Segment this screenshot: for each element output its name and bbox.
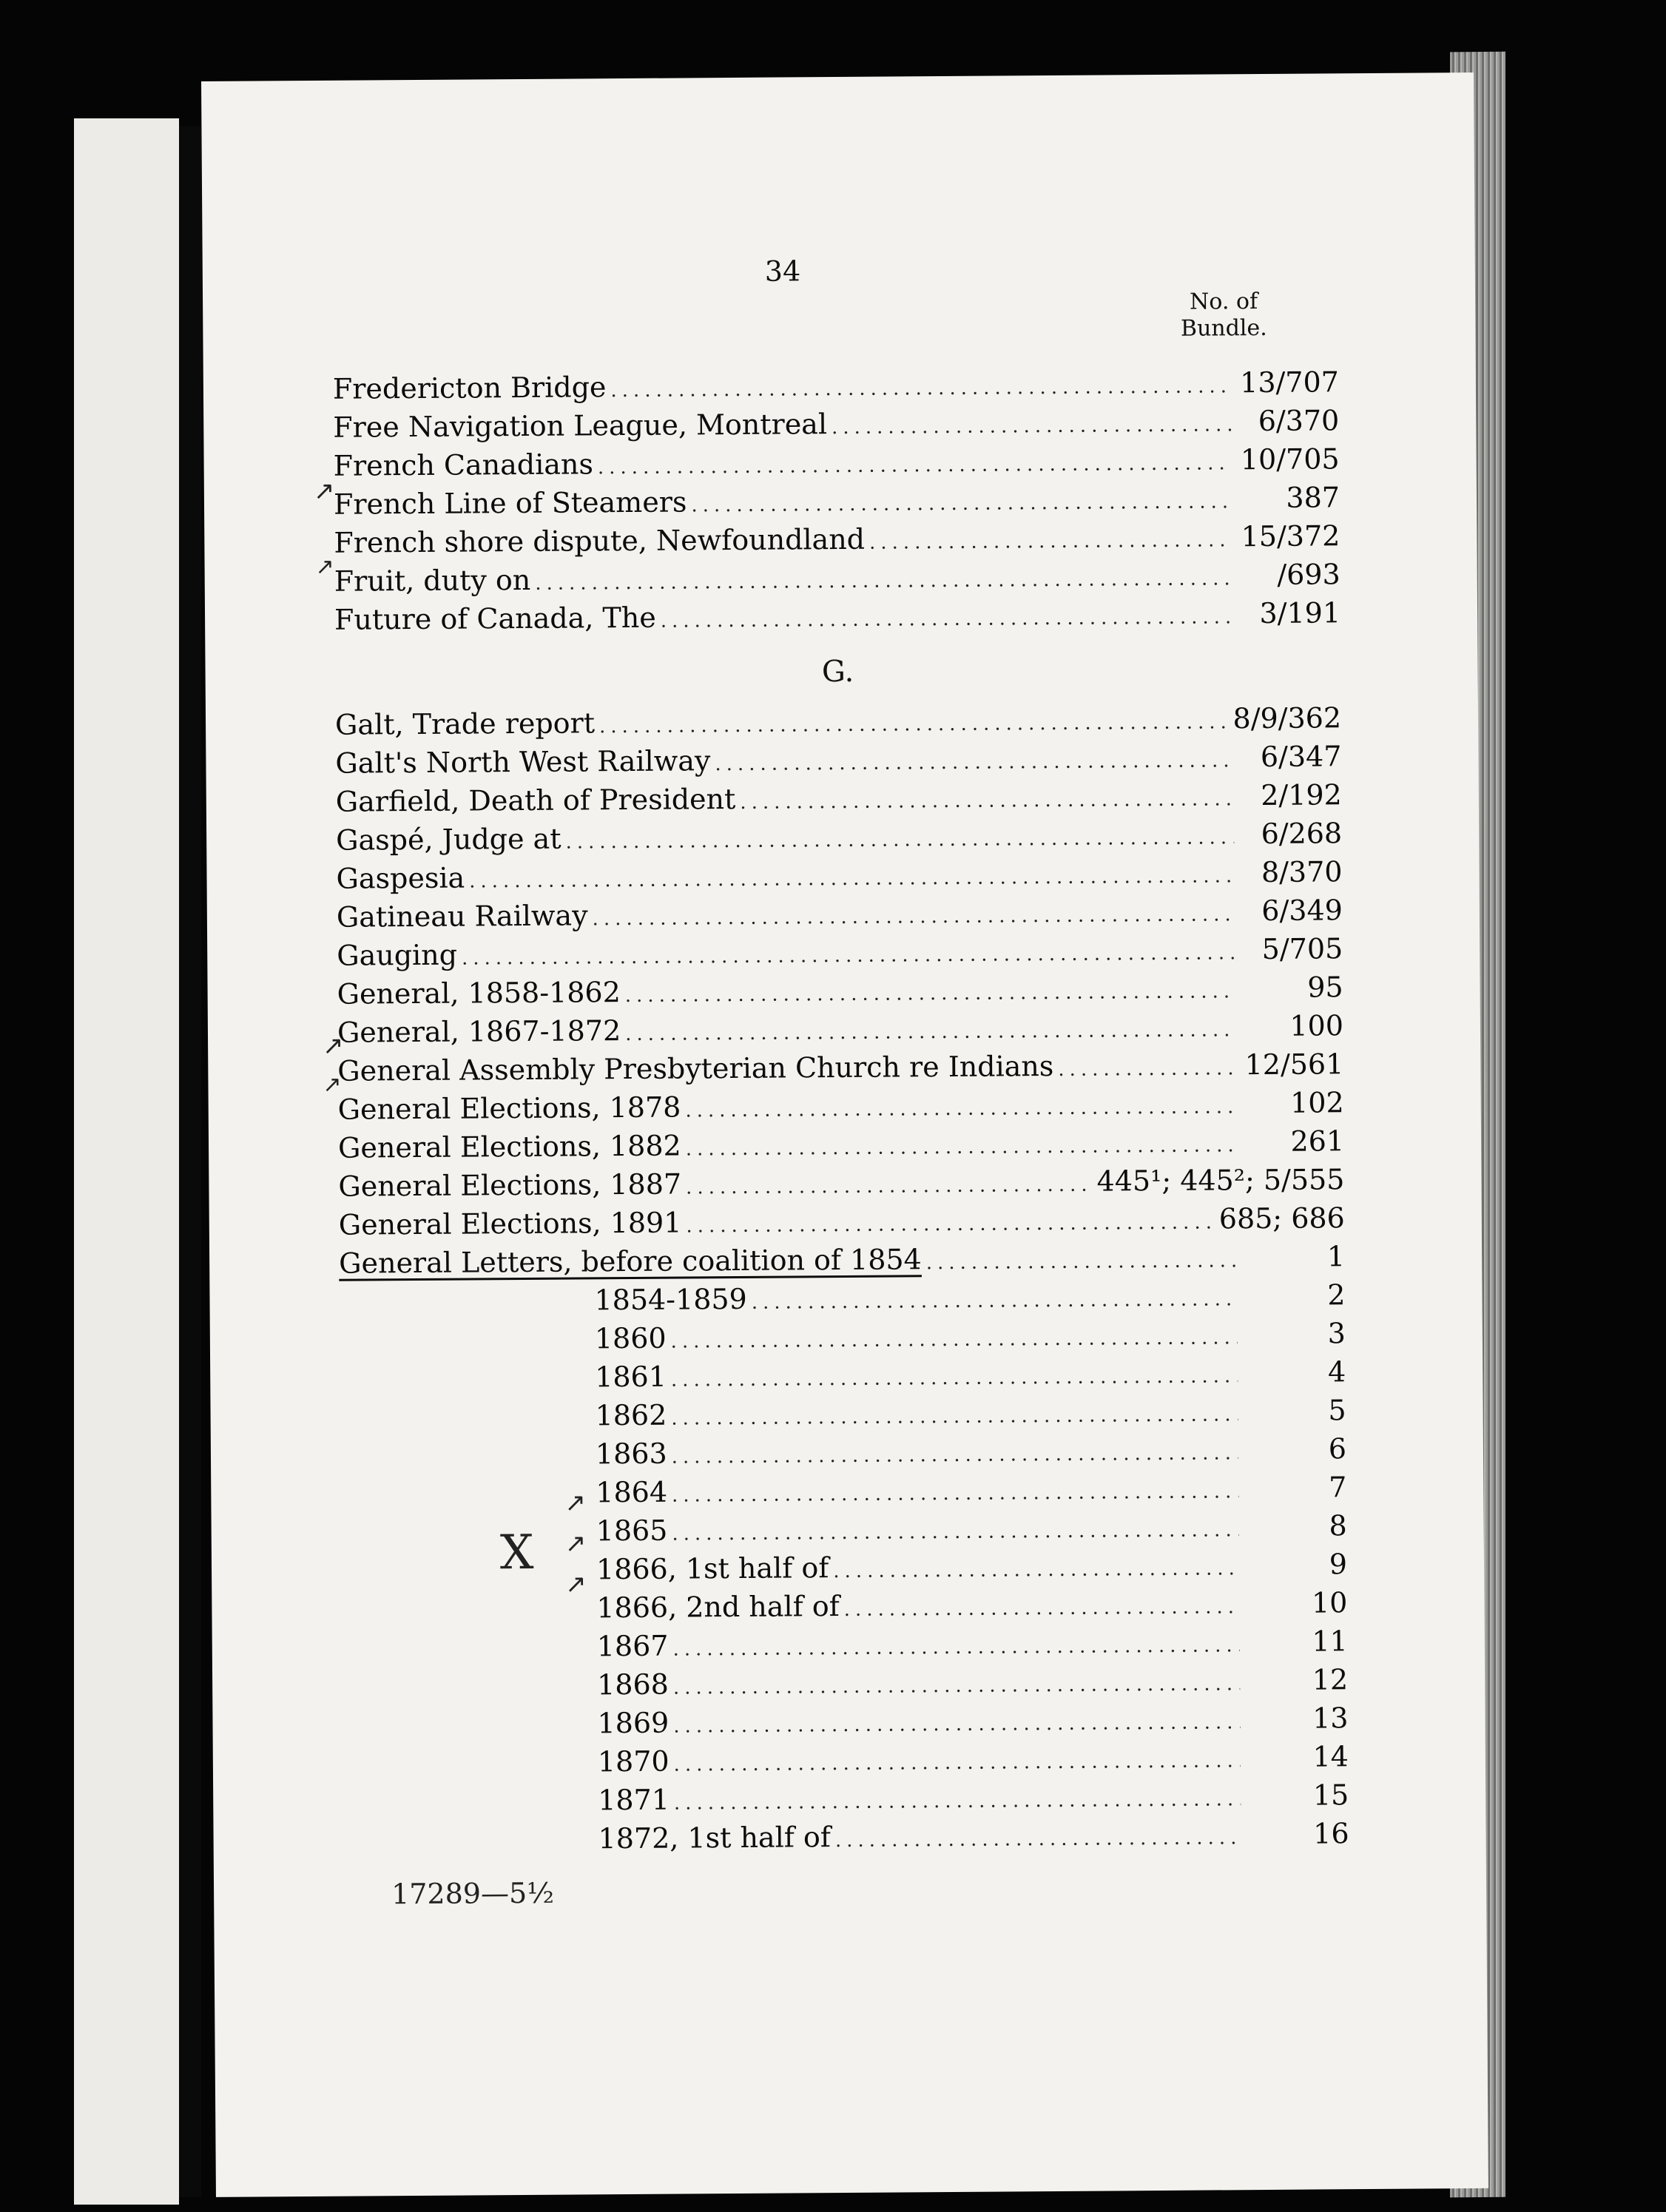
- index-entry: [333, 442, 1339, 488]
- leader-dots: [672, 1442, 1238, 1468]
- entry-label: 1867: [596, 1629, 669, 1663]
- sub-entry: [341, 1548, 1347, 1593]
- entry-label: 1860: [594, 1321, 667, 1355]
- bundle-number: 12: [1312, 1663, 1349, 1696]
- index-entry: [338, 1086, 1344, 1131]
- leader-dots: [1058, 1057, 1235, 1081]
- bundle-number: 6/349: [1261, 894, 1343, 928]
- entry-label: French Line of Steamers: [333, 485, 687, 521]
- bundle-number: 261: [1290, 1124, 1345, 1158]
- column-header-line1: No. of: [1189, 289, 1258, 315]
- bundle-number: 13/707: [1240, 365, 1340, 399]
- index-entry: [337, 971, 1343, 1016]
- leader-dots: [686, 1174, 1093, 1199]
- entry-label: 1870: [597, 1744, 670, 1778]
- entry-label: Galt's North West Railway: [335, 744, 711, 780]
- index-entry: [338, 1124, 1344, 1170]
- entry-label: Garfield, Death of President: [335, 782, 736, 818]
- entry-label: 1872, 1st half of: [598, 1821, 832, 1855]
- sub-entry: [340, 1317, 1346, 1362]
- entry-label: General Assembly Presbyterian Church re Indians: [337, 1049, 1054, 1088]
- bundle-number: 2: [1327, 1278, 1346, 1312]
- entry-label: Free Navigation League, Montreal: [333, 408, 828, 444]
- entry-label: 1862: [595, 1398, 667, 1432]
- entry-label: Fruit, duty on: [334, 563, 531, 598]
- leader-dots: [685, 1096, 1236, 1122]
- leader-dots: [844, 1596, 1240, 1621]
- sub-entry: [340, 1394, 1346, 1439]
- entry-label: General, 1858-1862: [337, 976, 621, 1011]
- bundle-number: 1: [1326, 1240, 1346, 1273]
- entry-label: Future of Canada, The: [334, 601, 656, 636]
- entry-label: 1866, 1st half of: [596, 1551, 829, 1586]
- leader-dots: [832, 414, 1231, 439]
- entry-label: 1861: [595, 1360, 667, 1394]
- leader-dots: [625, 1019, 1235, 1045]
- entry-label: 1865: [596, 1514, 668, 1548]
- leader-dots: [599, 711, 1229, 738]
- bundle-number: 14: [1312, 1740, 1349, 1773]
- bundle-number: 95: [1307, 971, 1343, 1004]
- leader-dots: [672, 1480, 1238, 1506]
- leader-dots: [673, 1673, 1240, 1699]
- leader-dots: [462, 942, 1235, 969]
- entry-label: 1868: [596, 1668, 670, 1702]
- sub-entry: [343, 1740, 1349, 1785]
- bundle-number: 15: [1312, 1778, 1349, 1812]
- index-entry: [337, 894, 1343, 939]
- sub-entry: [342, 1702, 1348, 1747]
- index-entry: [334, 481, 1340, 526]
- leader-dots: [661, 606, 1233, 632]
- index-entry: [337, 932, 1343, 977]
- index-entry: [337, 1048, 1343, 1093]
- bundle-number: 6/347: [1260, 740, 1342, 774]
- bundle-number: 10/705: [1240, 442, 1340, 476]
- entry-label: General Elections, 1891: [338, 1206, 682, 1241]
- leader-dots: [673, 1711, 1240, 1737]
- leader-dots: [565, 826, 1234, 853]
- entry-label: General Letters, before coalition of 1854: [339, 1243, 922, 1280]
- entry-label: French Canadians: [333, 448, 594, 482]
- index-entries: [333, 365, 1349, 1862]
- handwritten-cross-mark: X: [499, 1525, 534, 1581]
- bundle-number: 11: [1312, 1625, 1348, 1658]
- book-page: [201, 73, 1488, 2197]
- column-header: [1157, 289, 1290, 343]
- bundle-number: 8/370: [1261, 855, 1343, 889]
- bundle-number: 387: [1286, 481, 1340, 514]
- index-entry: [335, 701, 1341, 746]
- leader-dots: [674, 1788, 1241, 1814]
- index-entry: [337, 1009, 1343, 1054]
- leader-dots: [833, 1557, 1239, 1582]
- leader-dots: [672, 1634, 1239, 1660]
- entry-label: Gaspé, Judge at: [336, 822, 561, 857]
- sub-entry: [340, 1432, 1346, 1477]
- entry-label: 1863: [595, 1437, 667, 1471]
- bundle-number: 16: [1313, 1817, 1349, 1850]
- bundle-number: 445¹; 445²; 5/555: [1096, 1163, 1345, 1198]
- sub-entry: [342, 1625, 1348, 1670]
- bundle-number: 102: [1289, 1086, 1344, 1119]
- leader-dots: [610, 375, 1231, 402]
- pencil-arrow-icon: ↗: [323, 1071, 342, 1098]
- entry-label: 1864: [596, 1475, 668, 1509]
- bundle-number: 6/268: [1261, 817, 1343, 851]
- printer-signature: 17289—5½: [391, 1876, 555, 1911]
- pencil-arrow-icon: ↗: [322, 1031, 344, 1061]
- leader-dots: [835, 1827, 1241, 1852]
- bundle-number: 12/561: [1244, 1048, 1344, 1082]
- index-entry: [334, 596, 1340, 641]
- bundle-number: 10: [1311, 1586, 1348, 1619]
- leader-dots: [598, 452, 1232, 479]
- bundle-number: 6: [1328, 1432, 1347, 1466]
- leader-dots: [469, 865, 1235, 892]
- pencil-arrow-icon: ↗: [313, 476, 335, 506]
- bundle-number: 8/9/362: [1232, 701, 1342, 735]
- index-entry: [339, 1201, 1345, 1247]
- sub-entry: [342, 1663, 1348, 1708]
- entry-label: General Elections, 1878: [337, 1090, 681, 1126]
- index-entry: [339, 1240, 1345, 1285]
- leader-dots: [715, 749, 1233, 775]
- leader-dots: [869, 529, 1232, 553]
- entry-label: 1871: [598, 1783, 670, 1817]
- bundle-number: 7: [1328, 1471, 1347, 1504]
- index-entry: [338, 1163, 1344, 1208]
- bundle-number: 5/705: [1261, 932, 1343, 966]
- column-header-line2: Bundle.: [1180, 314, 1267, 342]
- bundle-number: 4: [1327, 1355, 1346, 1389]
- entry-label: Gauging: [337, 938, 458, 972]
- leader-dots: [691, 490, 1232, 516]
- index-entry: [333, 404, 1339, 449]
- entry-label: General, 1867-1872: [337, 1014, 621, 1049]
- page-number: 34: [764, 254, 801, 288]
- entry-label: Gatineau Railway: [336, 899, 588, 934]
- bundle-number: 2/192: [1261, 778, 1342, 812]
- entry-label: 1866, 2nd half of: [596, 1590, 840, 1625]
- entry-label: 1854-1859: [594, 1282, 747, 1317]
- sub-entry: [343, 1817, 1349, 1862]
- bundle-number: 13: [1312, 1702, 1349, 1735]
- leader-dots: [672, 1519, 1238, 1545]
- entry-label: Gaspesia: [336, 861, 465, 895]
- bundle-number: 3/191: [1259, 596, 1341, 630]
- leader-dots: [535, 567, 1232, 595]
- pencil-arrow-icon: ↗: [565, 1569, 587, 1599]
- entry-label: 1869: [597, 1706, 670, 1740]
- pencil-arrow-icon: ↗: [564, 1528, 587, 1559]
- entry-label: General Elections, 1882: [337, 1129, 681, 1164]
- index-entry: [336, 855, 1342, 900]
- leader-dots: [926, 1250, 1238, 1274]
- pencil-arrow-icon: ↗: [564, 1488, 587, 1518]
- leader-dots: [686, 1134, 1237, 1160]
- index-entry: [336, 778, 1342, 823]
- section-heading: G.: [821, 654, 854, 689]
- bundle-number: 3: [1327, 1317, 1346, 1350]
- bundle-number: 8: [1329, 1509, 1347, 1542]
- leader-dots: [686, 1211, 1215, 1237]
- bundle-number: /693: [1277, 558, 1340, 591]
- index-entry: [334, 558, 1340, 603]
- sub-entry: [340, 1355, 1346, 1400]
- leader-dots: [740, 788, 1234, 814]
- leader-dots: [593, 903, 1235, 930]
- pencil-arrow-icon: ↗: [315, 553, 334, 580]
- bundle-number: 6/370: [1258, 404, 1340, 438]
- sub-entry: [339, 1278, 1345, 1324]
- sub-entry: [341, 1509, 1347, 1554]
- facing-page-edge: [74, 118, 179, 2205]
- bundle-number: 5: [1328, 1394, 1346, 1427]
- index-entry: [333, 365, 1339, 411]
- bundle-number: 100: [1289, 1009, 1344, 1042]
- bundle-number: 15/372: [1241, 519, 1340, 553]
- sub-entry: [341, 1586, 1347, 1631]
- bundle-number: 9: [1329, 1548, 1348, 1581]
- entry-label: French shore dispute, Newfoundland: [334, 522, 866, 559]
- leader-dots: [625, 980, 1235, 1007]
- leader-dots: [671, 1326, 1238, 1352]
- entry-label: General Elections, 1887: [338, 1167, 682, 1203]
- entry-label: Fredericton Bridge: [332, 371, 607, 405]
- sub-entry: [343, 1778, 1349, 1824]
- sub-entry: [340, 1471, 1346, 1516]
- bundle-number: 685; 686: [1218, 1201, 1345, 1235]
- index-entry: [335, 740, 1341, 785]
- leader-dots: [671, 1403, 1238, 1429]
- book-binding: [179, 126, 201, 2197]
- entry-label: Galt, Trade report: [334, 707, 596, 741]
- leader-dots: [671, 1365, 1238, 1391]
- leader-dots: [752, 1288, 1238, 1314]
- index-entry: [336, 817, 1342, 862]
- index-entry: [334, 519, 1340, 564]
- leader-dots: [674, 1750, 1241, 1776]
